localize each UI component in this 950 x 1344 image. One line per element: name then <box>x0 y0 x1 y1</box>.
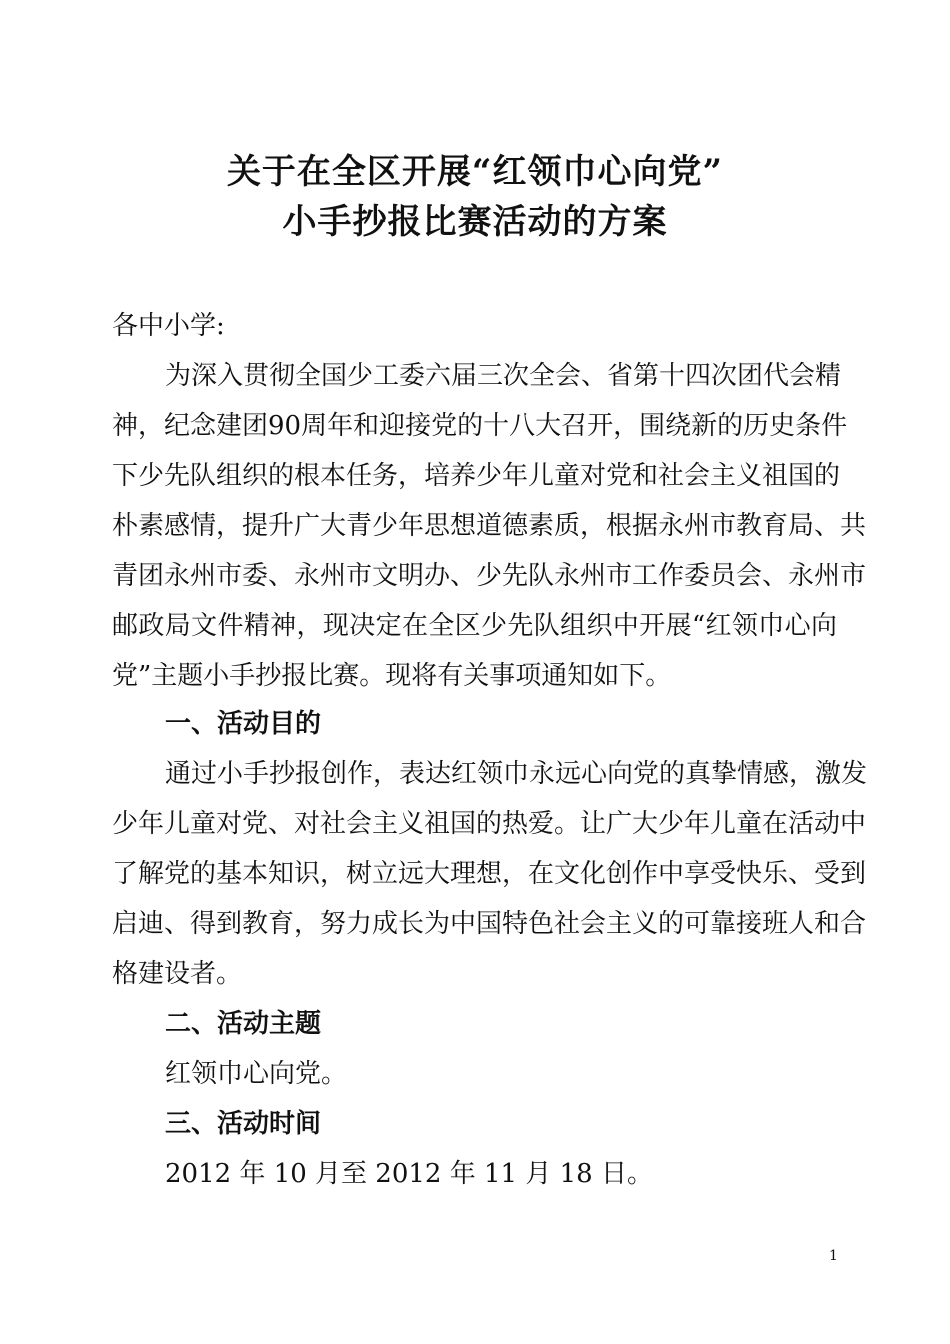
paragraph-line: 青团永州市委、永州市文明办、少先队永州市工作委员会、永州市 <box>112 561 867 591</box>
document-title-line-1: 关于在全区开展“红领巾心向党” <box>226 152 724 192</box>
paragraph-line: 党”主题小手抄报比赛。现将有关事项通知如下。 <box>112 661 672 691</box>
paragraph-line: 格建设者。 <box>112 959 243 989</box>
paragraph-line: 朴素感情，提升广大青少年思想道德素质，根据永州市教育局、共 <box>112 511 867 541</box>
salutation: 各中小学: <box>112 311 225 341</box>
paragraph-line: 神，纪念建团90周年和迎接党的十八大召开，围绕新的历史条件 <box>112 411 848 441</box>
paragraph-line: 通过小手抄报创作，表达红领巾永远心向党的真挚情感，激发 <box>165 759 868 789</box>
time-text: 2012 年 10 月至 2012 年 11 月 18 日。 <box>165 1159 653 1189</box>
paragraph-line: 邮政局文件精神，现决定在全区少先队组织中开展“红领巾心向 <box>112 611 837 641</box>
section-heading-purpose: 一、活动目的 <box>165 709 322 739</box>
document-title-line-2: 小手抄报比赛活动的方案 <box>282 202 668 242</box>
paragraph-line: 了解党的基本知识，树立远大理想，在文化创作中享受快乐、受到 <box>112 859 867 889</box>
paragraph-line: 少年儿童对党、对社会主义祖国的热爱。让广大少年儿童在活动中 <box>112 809 867 839</box>
paragraph-line: 为深入贯彻全国少工委六届三次全会、省第十四次团代会精 <box>165 361 842 391</box>
page-number: 1 <box>829 1248 838 1264</box>
section-heading-theme: 二、活动主题 <box>165 1009 322 1039</box>
theme-text: 红领巾心向党。 <box>165 1059 348 1089</box>
paragraph-line: 下少先队组织的根本任务，培养少年儿童对党和社会主义祖国的 <box>112 461 841 491</box>
paragraph-line: 启迪、得到教育，努力成长为中国特色社会主义的可靠接班人和合 <box>112 909 867 939</box>
section-heading-time: 三、活动时间 <box>165 1109 322 1139</box>
